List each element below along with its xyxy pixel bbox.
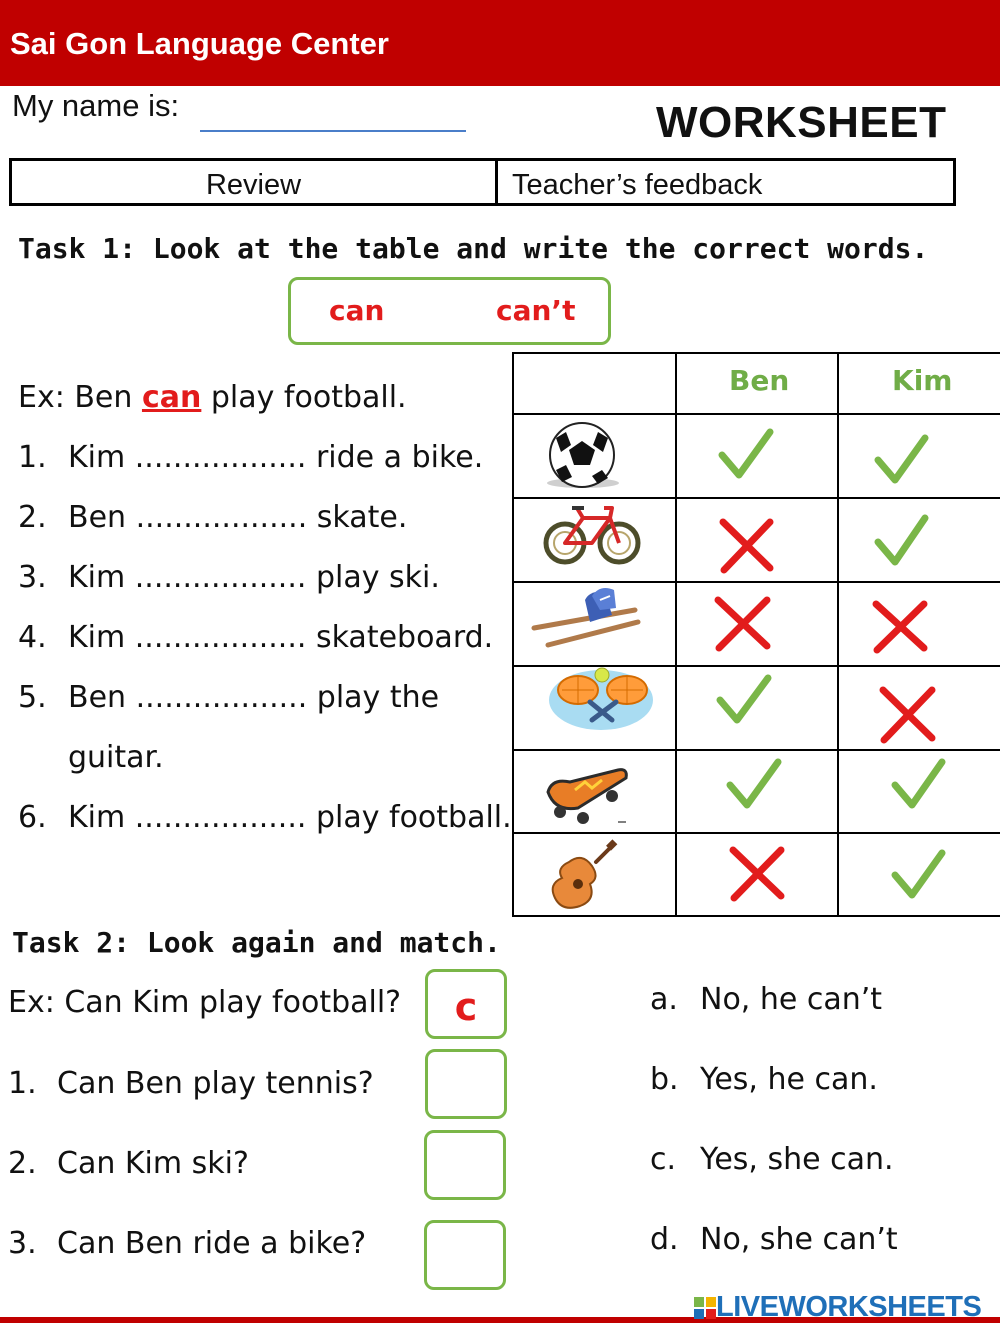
question-number: 1.: [8, 1066, 37, 1101]
column-header-kim: Kim: [892, 364, 953, 397]
example-prefix: Ex: Ben: [18, 380, 142, 415]
option-text: No, he can’t: [700, 982, 883, 1017]
answer-box[interactable]: [424, 1130, 506, 1200]
item-sentence[interactable]: Kim .................. ride a bike.: [68, 440, 484, 475]
cross-icon: [718, 600, 767, 648]
example-answer: can: [141, 380, 202, 415]
answer-box[interactable]: [424, 1220, 506, 1290]
answer-box[interactable]: [425, 1049, 507, 1119]
center-name: Sai Gon Language Center: [10, 26, 389, 61]
item-number: 6.: [18, 800, 47, 835]
cross-icon: [883, 690, 932, 740]
review-cell: Review: [12, 161, 498, 203]
question-text: Can Kim ski?: [57, 1146, 249, 1181]
item-number: 3.: [18, 560, 47, 595]
liveworksheets-logo: [694, 1291, 981, 1324]
item-number: 2.: [18, 500, 47, 535]
tick-icon: [878, 438, 925, 480]
option-letter: b.: [650, 1062, 679, 1097]
cross-icon: [723, 522, 770, 570]
task2-heading: Task 2: Look again and match.: [12, 926, 501, 959]
column-header-ben: Ben: [729, 364, 790, 397]
item-sentence[interactable]: Ben .................. play the: [68, 680, 440, 715]
answer-letter: c: [454, 985, 478, 1029]
item-number: 4.: [18, 620, 47, 655]
item-sentence-continued: guitar.: [68, 740, 164, 775]
item-sentence[interactable]: Ben .................. skate.: [68, 500, 408, 535]
answer-box-example[interactable]: [425, 969, 507, 1039]
name-label: My name is:: [12, 88, 180, 123]
tick-icon: [722, 432, 770, 475]
teacher-feedback-cell: Teacher’s feedback: [512, 169, 763, 201]
item-number: 1.: [18, 440, 47, 475]
liveworksheets-logo-text: LIVEWORKSHEETS: [716, 1291, 982, 1323]
question-text: Can Ben ride a bike?: [57, 1226, 367, 1261]
question-number: 3.: [8, 1226, 37, 1261]
option-letter: d.: [650, 1222, 679, 1257]
option-text: No, she can’t: [700, 1222, 898, 1257]
item-sentence[interactable]: Kim .................. play ski.: [68, 560, 440, 595]
tick-icon: [895, 853, 942, 895]
option-letter: a.: [650, 982, 678, 1017]
item-number: 5.: [18, 680, 47, 715]
tick-icon: [730, 762, 778, 805]
option-text: Yes, she can.: [700, 1142, 894, 1177]
option-text: Yes, he can.: [700, 1062, 878, 1097]
tick-icon: [720, 678, 768, 720]
word-can: can: [329, 294, 385, 327]
item-sentence[interactable]: Kim .................. skateboard.: [68, 620, 494, 655]
tick-icon: [878, 518, 925, 562]
tick-icon: [895, 762, 942, 805]
liveworksheets-logo-icon: [694, 1297, 716, 1319]
cross-icon: [876, 604, 924, 650]
example-suffix: play football.: [201, 380, 407, 415]
task1-heading: Task 1: Look at the table and write the correct words.: [18, 232, 929, 265]
question-text: Can Ben play tennis?: [57, 1066, 374, 1101]
cross-icon: [733, 850, 781, 898]
question-example: Ex: Can Kim play football?: [8, 985, 402, 1020]
question-number: 2.: [8, 1146, 37, 1181]
option-letter: c.: [650, 1142, 677, 1177]
word-cant: can’t: [496, 294, 576, 327]
worksheet-title: WORKSHEET: [656, 98, 947, 147]
item-sentence[interactable]: Kim .................. play football.: [68, 800, 512, 835]
